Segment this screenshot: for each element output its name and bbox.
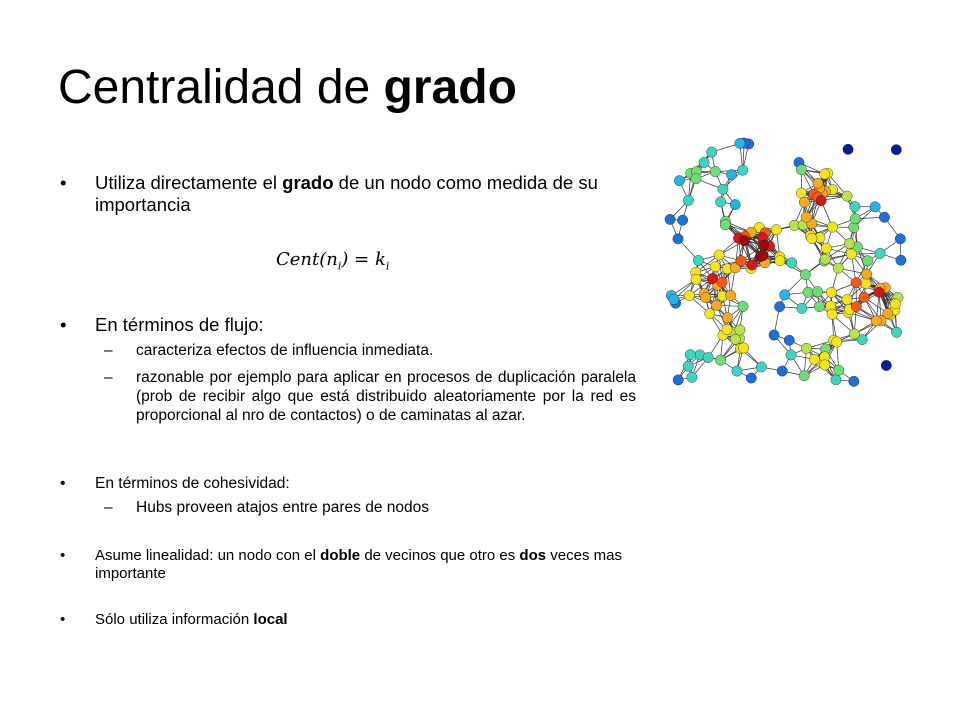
graph-node xyxy=(726,170,736,180)
graph-node xyxy=(673,375,683,385)
graph-node xyxy=(859,292,869,302)
graph-node xyxy=(800,269,810,279)
graph-node xyxy=(687,372,697,382)
graph-node xyxy=(870,202,880,212)
graph-node xyxy=(683,195,693,205)
graph-node xyxy=(711,300,721,310)
graph-node xyxy=(814,301,824,311)
graph-node xyxy=(758,250,768,260)
graph-node xyxy=(732,366,742,376)
degree-formula: $Cent(n_i) = k_i$ xyxy=(276,249,390,273)
graph-node xyxy=(881,360,891,370)
graph-node xyxy=(851,301,861,311)
graph-node xyxy=(739,235,749,245)
graph-node xyxy=(714,250,724,260)
graph-node xyxy=(699,157,709,167)
graph-node xyxy=(879,212,889,222)
graph-node xyxy=(833,263,843,273)
sub-bullet-dash-2: – xyxy=(104,369,113,386)
graph-node xyxy=(895,234,905,244)
graph-node xyxy=(796,188,806,198)
bullet-3-text: En términos de cohesividad: xyxy=(95,475,290,492)
graph-node xyxy=(846,249,856,259)
graph-node xyxy=(827,309,837,319)
graph-node xyxy=(673,234,683,244)
graph-node xyxy=(862,255,872,265)
graph-node xyxy=(832,337,842,347)
graph-node xyxy=(821,243,831,253)
graph-node xyxy=(705,308,715,318)
graph-node xyxy=(693,255,703,265)
graph-node xyxy=(717,277,727,287)
bullet-1-text: Utiliza directamente el grado de un nodo como medida de su importancia xyxy=(95,172,598,215)
network-graph-image xyxy=(660,132,910,392)
graph-node xyxy=(726,290,736,300)
graph-node xyxy=(703,352,713,362)
graph-node xyxy=(827,222,837,232)
graph-node xyxy=(738,343,748,353)
graph-node xyxy=(797,303,807,313)
graph-node xyxy=(801,212,811,222)
graph-node xyxy=(775,256,785,266)
graph-node xyxy=(730,199,740,209)
graph-node xyxy=(849,329,859,339)
bullet-5-text: Sólo utiliza información local xyxy=(95,611,288,628)
graph-node xyxy=(843,144,853,154)
bullet-4-text: Asume linealidad: un nodo con el doble de vecinos que otro es dos veces mas importante xyxy=(95,547,622,582)
graph-node xyxy=(842,294,852,304)
graph-node xyxy=(677,215,687,225)
graph-node xyxy=(718,184,728,194)
graph-node xyxy=(850,201,860,211)
graph-node xyxy=(813,178,823,188)
graph-node xyxy=(875,248,885,258)
graph-node xyxy=(685,349,695,359)
graph-node xyxy=(735,138,745,148)
graph-node xyxy=(799,371,809,381)
sub-bullet-3-text: Hubs proveen atajos entre pares de nodos xyxy=(136,499,429,516)
graph-node xyxy=(891,145,901,155)
graph-node xyxy=(684,290,694,300)
sub-bullet-1-text: caracteriza efectos de influencia inmediata. xyxy=(136,342,434,359)
graph-node xyxy=(849,376,859,386)
graph-node xyxy=(890,299,900,309)
bullet-2-text: En términos de flujo: xyxy=(95,314,264,335)
sub-bullet-dash-1: – xyxy=(104,342,113,359)
graph-node xyxy=(730,334,740,344)
graph-node xyxy=(850,214,860,224)
graph-node xyxy=(774,301,784,311)
graph-node xyxy=(786,350,796,360)
bullet-2: • xyxy=(60,314,67,335)
graph-node xyxy=(722,313,732,323)
graph-node xyxy=(758,240,768,250)
graph-node xyxy=(691,274,701,284)
graph-node xyxy=(816,195,826,205)
graph-node xyxy=(851,278,861,288)
graph-node xyxy=(820,169,830,179)
graph-node xyxy=(715,355,725,365)
graph-node xyxy=(809,354,819,364)
graph-node xyxy=(683,361,693,371)
bullet-3: • xyxy=(60,475,66,492)
graph-node xyxy=(844,238,854,248)
graph-node xyxy=(820,360,830,370)
graph-node xyxy=(833,365,843,375)
graph-node xyxy=(826,287,836,297)
graph-node xyxy=(784,335,794,345)
title-bold: grado xyxy=(383,61,517,114)
slide-title: Centralidad de grado xyxy=(58,61,517,114)
graph-node xyxy=(669,294,679,304)
graph-node xyxy=(874,287,884,297)
graph-node xyxy=(722,324,732,334)
graph-node xyxy=(736,256,746,266)
graph-node xyxy=(769,330,779,340)
graph-node xyxy=(707,273,717,283)
graph-node xyxy=(896,255,906,265)
graph-node xyxy=(720,220,730,230)
graph-node xyxy=(871,316,881,326)
sub-bullet-2-text: razonable por ejemplo para aplicar en procesos de duplicación paralela (prob de recibir algo que está distribuido aleatoriamente por la red es proporcional al nro de contactos) o de caminatas al azar. xyxy=(136,369,636,424)
graph-node xyxy=(756,362,766,372)
graph-node xyxy=(735,325,745,335)
graph-node xyxy=(842,191,852,201)
graph-node xyxy=(665,214,675,224)
graph-node xyxy=(738,165,748,175)
graph-node xyxy=(691,174,701,184)
graph-node xyxy=(715,197,725,207)
graph-node xyxy=(812,286,822,296)
graph-node xyxy=(738,301,748,311)
graph-node xyxy=(710,166,720,176)
graph-node xyxy=(799,197,809,207)
graph-node xyxy=(787,258,797,268)
graph-node xyxy=(831,375,841,385)
graph-node xyxy=(807,233,817,243)
graph-node xyxy=(710,261,720,271)
graph-node xyxy=(861,278,871,288)
graph-node xyxy=(891,327,901,337)
graph-node xyxy=(777,366,787,376)
graph-node xyxy=(771,224,781,234)
bullet-1: • xyxy=(60,172,67,193)
bullet-5: • xyxy=(60,611,66,628)
bullet-4: • xyxy=(60,547,66,564)
graph-node xyxy=(700,292,710,302)
graph-node xyxy=(674,176,684,186)
graph-node xyxy=(706,147,716,157)
graph-node xyxy=(803,287,813,297)
graph-node xyxy=(801,343,811,353)
graph-node xyxy=(747,260,757,270)
graph-node xyxy=(779,290,789,300)
graph-node xyxy=(820,254,830,264)
graph-node xyxy=(746,373,756,383)
graph-node xyxy=(796,164,806,174)
sub-bullet-dash-3: – xyxy=(104,499,113,516)
graph-node xyxy=(861,269,871,279)
